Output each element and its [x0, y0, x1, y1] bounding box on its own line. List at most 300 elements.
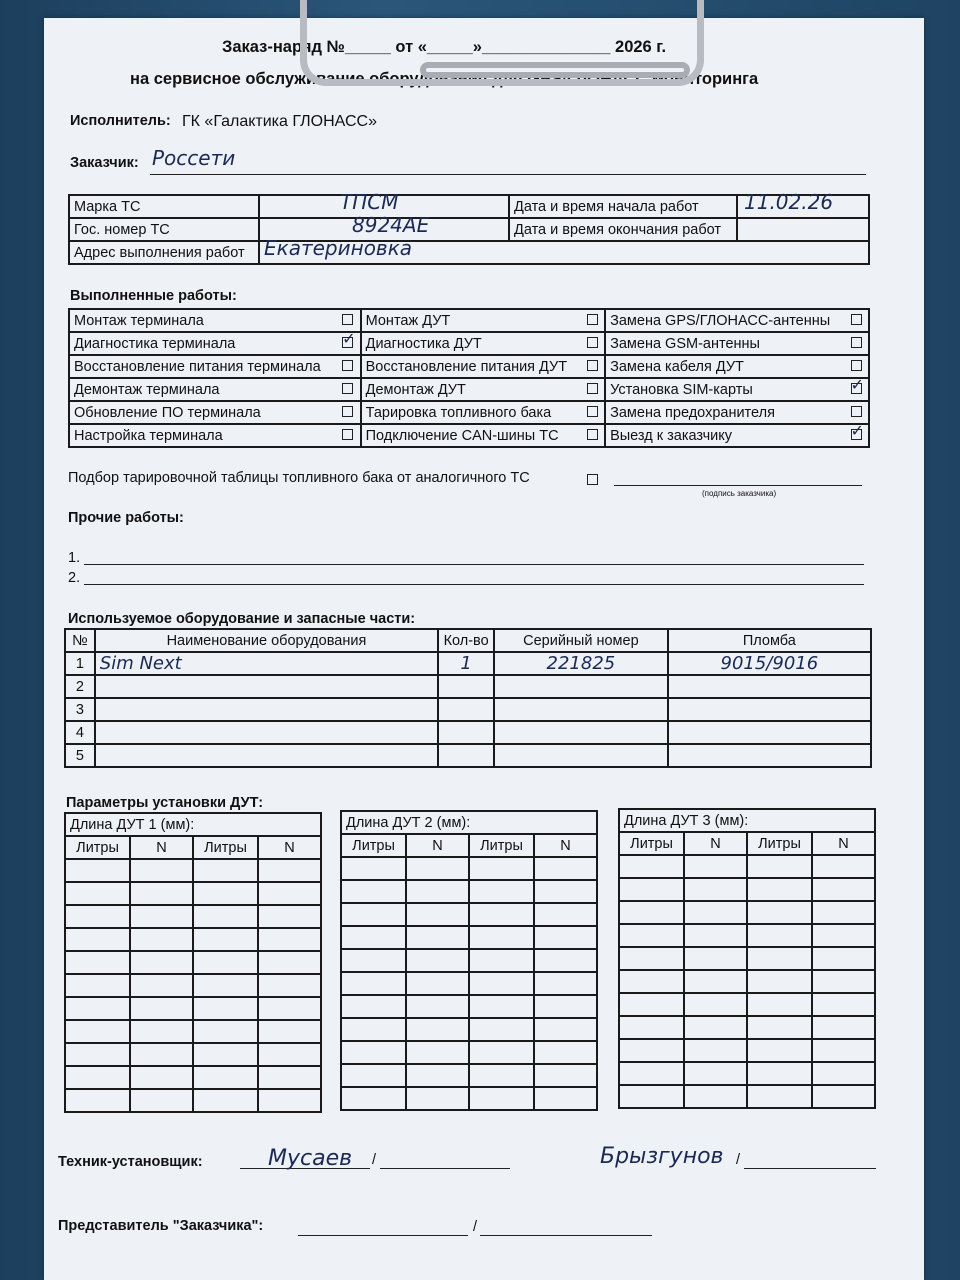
tech-signature-2: Брызгунов	[600, 1144, 724, 1169]
dut-cell[interactable]	[619, 1016, 684, 1039]
dut-cell[interactable]	[193, 1020, 258, 1043]
tech-slash-2: /	[736, 1152, 741, 1168]
table-row	[65, 997, 321, 1020]
dut-title: Длина ДУТ 1 (мм):	[65, 813, 321, 836]
work-checkbox-cell	[336, 355, 361, 378]
dut-cell[interactable]	[406, 926, 469, 949]
brand-label: Марка ТС	[69, 195, 259, 218]
equipment-qty: 1	[438, 652, 494, 675]
dut-cell[interactable]	[258, 974, 321, 997]
dut-cell[interactable]	[65, 928, 130, 951]
table-row	[65, 1066, 321, 1089]
table-row	[341, 880, 597, 903]
work-checkbox-cell	[844, 424, 869, 447]
dut-cell[interactable]	[534, 903, 597, 926]
page-subtitle: на сервисное обслуживание оборудования для GPS/ГЛОНАСС мониторинга	[130, 70, 759, 88]
equipment-header: №	[65, 629, 95, 652]
table-row	[65, 652, 871, 675]
equipment-qty	[438, 721, 494, 744]
work-checkbox[interactable]	[851, 360, 862, 371]
work-checkbox-cell	[336, 378, 361, 401]
work-checkbox-cell	[336, 401, 361, 424]
customer-signature-line	[614, 485, 862, 486]
tech-label: Техник-установщик:	[58, 1154, 203, 1170]
equipment-table	[64, 628, 872, 768]
work-label: Замена кабеля ДУТ	[605, 355, 844, 378]
dut-cell[interactable]	[534, 926, 597, 949]
equipment-seal	[668, 698, 871, 721]
work-label: Восстановление питания терминала	[69, 355, 336, 378]
equipment-serial	[494, 744, 668, 767]
work-label: Тарировка топливного бака	[361, 401, 580, 424]
dut-cell[interactable]	[619, 855, 684, 878]
table-row	[341, 1041, 597, 1064]
dut-cell[interactable]	[812, 901, 875, 924]
dut-cell[interactable]	[258, 1066, 321, 1089]
tech-signature-1: Мусаев	[268, 1146, 353, 1171]
dut-cell[interactable]	[684, 1016, 747, 1039]
dut-cell[interactable]	[193, 997, 258, 1020]
table-row	[65, 1043, 321, 1066]
dut-cell[interactable]	[258, 928, 321, 951]
dut-cell[interactable]	[684, 855, 747, 878]
dut-cell[interactable]	[534, 1087, 597, 1110]
dut-cell[interactable]	[534, 857, 597, 880]
dut-cell[interactable]	[65, 974, 130, 997]
executor-label: Исполнитель:	[70, 113, 171, 129]
dut-cell[interactable]	[65, 1043, 130, 1066]
dut-cell[interactable]	[619, 1062, 684, 1085]
dut-cell[interactable]	[684, 1062, 747, 1085]
dut-cell[interactable]	[619, 970, 684, 993]
table-row	[65, 1089, 321, 1112]
work-checkbox-cell	[580, 332, 605, 355]
end-value	[737, 218, 869, 241]
dut-cell[interactable]	[258, 859, 321, 882]
work-label: Замена GPS/ГЛОНАСС-антенны	[605, 309, 844, 332]
equipment-seal	[668, 721, 871, 744]
work-label: Установка SIM-карты	[605, 378, 844, 401]
rep-sign-line-2	[480, 1235, 652, 1236]
dut-cell[interactable]	[812, 1016, 875, 1039]
work-checkbox-cell	[580, 401, 605, 424]
dut-cell[interactable]	[469, 926, 534, 949]
dut-cell[interactable]	[406, 880, 469, 903]
dut-cell[interactable]	[469, 1064, 534, 1087]
dut-cell[interactable]	[619, 993, 684, 1016]
customer-label: Заказчик:	[70, 155, 139, 171]
dut-cell[interactable]	[65, 882, 130, 905]
equipment-name	[95, 675, 438, 698]
table-row	[619, 1062, 875, 1085]
dut-cell[interactable]	[193, 974, 258, 997]
rep-label: Представитель "Заказчика":	[58, 1218, 264, 1234]
work-checkbox-cell	[336, 332, 361, 355]
table-row	[341, 1018, 597, 1041]
dut-cell[interactable]	[747, 924, 812, 947]
dut-cell[interactable]	[684, 878, 747, 901]
dut-cell[interactable]	[747, 947, 812, 970]
dut-cell[interactable]	[258, 1043, 321, 1066]
dut-cell[interactable]	[747, 993, 812, 1016]
equipment-seal: 9015/9016	[668, 652, 871, 675]
equipment-serial: 221825	[494, 652, 668, 675]
dut-cell[interactable]	[619, 1085, 684, 1108]
page-title: Заказ-наряд №_____ от «_____»______________ 2026 г.	[222, 38, 667, 56]
tech-sign-line-2	[744, 1168, 876, 1169]
table-row	[65, 882, 321, 905]
equipment-qty	[438, 675, 494, 698]
dut-title: Параметры установки ДУТ:	[66, 795, 264, 811]
table-row	[341, 1064, 597, 1087]
work-checkbox-cell	[336, 424, 361, 447]
equipment-n: 3	[65, 698, 95, 721]
table-row	[341, 1087, 597, 1110]
dut-cell[interactable]	[406, 1087, 469, 1110]
dut-cell[interactable]	[812, 1085, 875, 1108]
table-row	[619, 855, 875, 878]
dut-cell[interactable]	[534, 995, 597, 1018]
end-label: Дата и время окончания работ	[509, 218, 737, 241]
dut-cell[interactable]	[406, 995, 469, 1018]
work-label: Демонтаж ДУТ	[361, 378, 580, 401]
other-n2: 2.	[68, 570, 81, 586]
work-checkbox[interactable]	[587, 314, 598, 325]
dut-cell[interactable]	[684, 924, 747, 947]
dut-col-header: Литры	[65, 836, 130, 859]
dut-cell[interactable]	[619, 901, 684, 924]
dut-cell[interactable]	[130, 1020, 193, 1043]
table-row	[65, 905, 321, 928]
work-checkbox[interactable]	[342, 360, 353, 371]
dut-cell[interactable]	[619, 924, 684, 947]
dut-col-header: N	[684, 832, 747, 855]
dut-col-header: Литры	[619, 832, 684, 855]
dut-cell[interactable]	[812, 855, 875, 878]
dut-cell[interactable]	[534, 972, 597, 995]
other-line-1	[84, 564, 864, 565]
table-row	[65, 744, 871, 767]
customer-line	[150, 174, 866, 175]
calibration-text: Подбор тарировочной таблицы топливного бака от аналогичного ТС	[68, 470, 530, 486]
dut-col-header: N	[406, 834, 469, 857]
dut-cell[interactable]	[130, 974, 193, 997]
dut-cell[interactable]	[406, 1018, 469, 1041]
work-checkbox[interactable]	[851, 383, 862, 394]
dut-cell[interactable]	[341, 1018, 406, 1041]
dut-cell[interactable]	[812, 924, 875, 947]
dut-cell[interactable]	[341, 949, 406, 972]
work-checkbox[interactable]	[587, 360, 598, 371]
customer-handwritten: Россети	[152, 146, 236, 170]
dut-cell[interactable]	[258, 951, 321, 974]
equipment-header: Наименование оборудования	[95, 629, 438, 652]
work-checkbox[interactable]	[851, 337, 862, 348]
dut-cell[interactable]	[534, 880, 597, 903]
dut-cell[interactable]	[65, 1066, 130, 1089]
dut-cell[interactable]	[130, 1043, 193, 1066]
address-label: Адрес выполнения работ	[69, 241, 259, 264]
dut-cell[interactable]	[534, 1041, 597, 1064]
work-checkbox-cell	[580, 355, 605, 378]
dut-cell[interactable]	[747, 901, 812, 924]
start-cell	[737, 190, 869, 218]
work-label: Выезд к заказчику	[605, 424, 844, 447]
work-label: Диагностика терминала	[69, 332, 336, 355]
dut-cell[interactable]	[341, 995, 406, 1018]
work-label: Подключение CAN-шины ТС	[361, 424, 580, 447]
dut-cell[interactable]	[193, 1043, 258, 1066]
dut-cell[interactable]	[619, 1039, 684, 1062]
table-row	[65, 721, 871, 744]
work-checkbox-cell	[580, 309, 605, 332]
work-label: Монтаж терминала	[69, 309, 336, 332]
address-cell	[259, 236, 869, 264]
dut-cell[interactable]	[812, 1039, 875, 1062]
table-row	[619, 1039, 875, 1062]
other-line-2	[84, 584, 864, 585]
other-n1: 1.	[68, 550, 81, 566]
dut-col-header: N	[130, 836, 193, 859]
dut-cell[interactable]	[193, 1089, 258, 1112]
dut-cell[interactable]	[684, 1085, 747, 1108]
work-checkbox[interactable]	[851, 406, 862, 417]
tech-slash-1: /	[372, 1152, 377, 1168]
dut-col-header: Литры	[193, 836, 258, 859]
equipment-header: Серийный номер	[494, 629, 668, 652]
equipment-title: Используемое оборудование и запасные части:	[68, 611, 416, 627]
dut-cell[interactable]	[258, 997, 321, 1020]
equipment-header: Пломба	[668, 629, 871, 652]
clip-lever	[420, 62, 690, 78]
dut-col-header: Литры	[341, 834, 406, 857]
dut-cell[interactable]	[258, 1089, 321, 1112]
dut-cell[interactable]	[747, 1085, 812, 1108]
dut-cell[interactable]	[684, 970, 747, 993]
work-label: Обновление ПО терминала	[69, 401, 336, 424]
dut-cell[interactable]	[469, 903, 534, 926]
dut-cell[interactable]	[341, 903, 406, 926]
dut-cell[interactable]	[130, 997, 193, 1020]
work-checkbox[interactable]	[851, 314, 862, 325]
dut-cell[interactable]	[747, 1039, 812, 1062]
work-checkbox[interactable]	[587, 337, 598, 348]
dut-cell[interactable]	[684, 993, 747, 1016]
work-checkbox[interactable]	[342, 383, 353, 394]
work-checkbox-cell	[580, 378, 605, 401]
dut-cell[interactable]	[619, 947, 684, 970]
equipment-n: 4	[65, 721, 95, 744]
dut-cell[interactable]	[534, 1064, 597, 1087]
work-label: Настройка терминала	[69, 424, 336, 447]
dut-cell[interactable]	[193, 882, 258, 905]
vehicle-table	[68, 190, 870, 265]
table-row	[65, 951, 321, 974]
work-label: Диагностика ДУТ	[361, 332, 580, 355]
dut-cell[interactable]	[812, 970, 875, 993]
dut-cell[interactable]	[341, 926, 406, 949]
dut-cell[interactable]	[812, 878, 875, 901]
work-label: Восстановление питания ДУТ	[361, 355, 580, 378]
dut-col-header: Литры	[747, 832, 812, 855]
dut-cell[interactable]	[341, 1064, 406, 1087]
dut-col-header: Литры	[469, 834, 534, 857]
dut-cell[interactable]	[469, 857, 534, 880]
table-row	[619, 993, 875, 1016]
dut-cell[interactable]	[193, 1066, 258, 1089]
dut-cell[interactable]	[130, 859, 193, 882]
equipment-name	[95, 698, 438, 721]
dut-cell[interactable]	[469, 1018, 534, 1041]
dut-cell[interactable]	[130, 1089, 193, 1112]
dut-cell[interactable]	[747, 970, 812, 993]
dut-cell[interactable]	[341, 857, 406, 880]
plate-label: Гос. номер ТС	[69, 218, 259, 241]
equipment-serial	[494, 721, 668, 744]
table-row	[65, 928, 321, 951]
work-checkbox[interactable]	[587, 429, 598, 440]
dut-cell[interactable]	[684, 1039, 747, 1062]
equipment-seal	[668, 675, 871, 698]
dut-cell[interactable]	[469, 995, 534, 1018]
work-label: Монтаж ДУТ	[361, 309, 580, 332]
other-title: Прочие работы:	[68, 510, 184, 526]
brand-value: ТПСМ	[340, 190, 399, 214]
dut-cell[interactable]	[469, 1087, 534, 1110]
dut-cell[interactable]	[406, 1041, 469, 1064]
work-checkbox[interactable]	[587, 406, 598, 417]
dut-cell[interactable]	[65, 905, 130, 928]
dut-cell[interactable]	[619, 878, 684, 901]
equipment-serial	[494, 698, 668, 721]
table-row	[619, 901, 875, 924]
plate-value: 8924АЕ	[352, 213, 430, 237]
equipment-qty	[438, 698, 494, 721]
dut-cell[interactable]	[65, 859, 130, 882]
table-row	[619, 947, 875, 970]
dut-cell[interactable]	[747, 1062, 812, 1085]
dut-cell[interactable]	[406, 949, 469, 972]
work-checkbox[interactable]	[342, 337, 353, 348]
dut-cell[interactable]	[684, 947, 747, 970]
table-row	[341, 972, 597, 995]
dut-cell[interactable]	[258, 905, 321, 928]
dut-cell[interactable]	[130, 1066, 193, 1089]
dut-cell[interactable]	[65, 1020, 130, 1043]
table-row	[65, 675, 871, 698]
work-checkbox-cell	[580, 424, 605, 447]
dut-cell[interactable]	[193, 951, 258, 974]
dut-cell[interactable]	[812, 1062, 875, 1085]
equipment-header: Кол-во	[438, 629, 494, 652]
work-checkbox[interactable]	[342, 406, 353, 417]
dut-cell[interactable]	[193, 905, 258, 928]
work-checkbox-cell	[844, 332, 869, 355]
dut-cell[interactable]	[193, 928, 258, 951]
address-value: Екатериновка	[264, 236, 413, 260]
table-row	[341, 949, 597, 972]
equipment-name	[95, 721, 438, 744]
work-checkbox-cell	[844, 309, 869, 332]
dut-cell[interactable]	[130, 882, 193, 905]
dut-cell[interactable]	[469, 880, 534, 903]
tech-sign-line-1b	[380, 1168, 510, 1169]
dut-cell[interactable]	[341, 880, 406, 903]
table-row	[619, 878, 875, 901]
dut-cell[interactable]	[193, 859, 258, 882]
work-checkbox[interactable]	[851, 429, 862, 440]
start-label: Дата и время начала работ	[509, 195, 737, 218]
dut-cell[interactable]	[341, 972, 406, 995]
dut-cell[interactable]	[406, 857, 469, 880]
dut-cell[interactable]	[812, 993, 875, 1016]
dut-cell[interactable]	[812, 947, 875, 970]
dut-cell[interactable]	[258, 882, 321, 905]
start-value: 11.02.26	[744, 190, 834, 214]
equipment-n: 2	[65, 675, 95, 698]
equipment-name	[95, 744, 438, 767]
table-row	[619, 970, 875, 993]
dut-cell[interactable]	[406, 1064, 469, 1087]
calibration-checkbox[interactable]	[587, 474, 598, 485]
dut-cell[interactable]	[65, 997, 130, 1020]
dut-col-header: N	[812, 832, 875, 855]
dut-cell[interactable]	[747, 878, 812, 901]
work-label: Замена предохранителя	[605, 401, 844, 424]
dut-cell[interactable]	[258, 1020, 321, 1043]
executor-value: ГК «Галактика ГЛОНАСС»	[182, 113, 377, 130]
dut-cell[interactable]	[534, 1018, 597, 1041]
work-checkbox[interactable]	[342, 429, 353, 440]
dut-cell[interactable]	[130, 928, 193, 951]
dut-cell[interactable]	[406, 903, 469, 926]
work-checkbox[interactable]	[587, 383, 598, 394]
work-label: Замена GSM-антенны	[605, 332, 844, 355]
dut-col-header: N	[534, 834, 597, 857]
work-checkbox-cell	[844, 378, 869, 401]
dut-cell[interactable]	[747, 855, 812, 878]
dut-cell[interactable]	[469, 1041, 534, 1064]
dut-cell[interactable]	[341, 1087, 406, 1110]
work-checkbox[interactable]	[342, 314, 353, 325]
dut-table	[618, 808, 876, 1109]
dut-cell[interactable]	[65, 1089, 130, 1112]
dut-title: Длина ДУТ 2 (мм):	[341, 811, 597, 834]
table-row	[65, 1020, 321, 1043]
dut-table	[340, 810, 598, 1111]
equipment-qty	[438, 744, 494, 767]
dut-cell[interactable]	[341, 1041, 406, 1064]
equipment-seal	[668, 744, 871, 767]
rep-slash: /	[473, 1219, 478, 1235]
equipment-serial	[494, 675, 668, 698]
table-row	[341, 926, 597, 949]
dut-cell[interactable]	[469, 949, 534, 972]
dut-col-header: N	[258, 836, 321, 859]
dut-cell[interactable]	[684, 901, 747, 924]
dut-cell[interactable]	[130, 951, 193, 974]
table-row	[65, 698, 871, 721]
rep-sign-line-1	[298, 1235, 468, 1236]
dut-cell[interactable]	[747, 1016, 812, 1039]
table-row	[341, 857, 597, 880]
works-title: Выполненные работы:	[70, 288, 237, 304]
dut-cell[interactable]	[406, 972, 469, 995]
dut-cell[interactable]	[534, 949, 597, 972]
dut-cell[interactable]	[130, 905, 193, 928]
dut-cell[interactable]	[469, 972, 534, 995]
dut-cell[interactable]	[65, 951, 130, 974]
